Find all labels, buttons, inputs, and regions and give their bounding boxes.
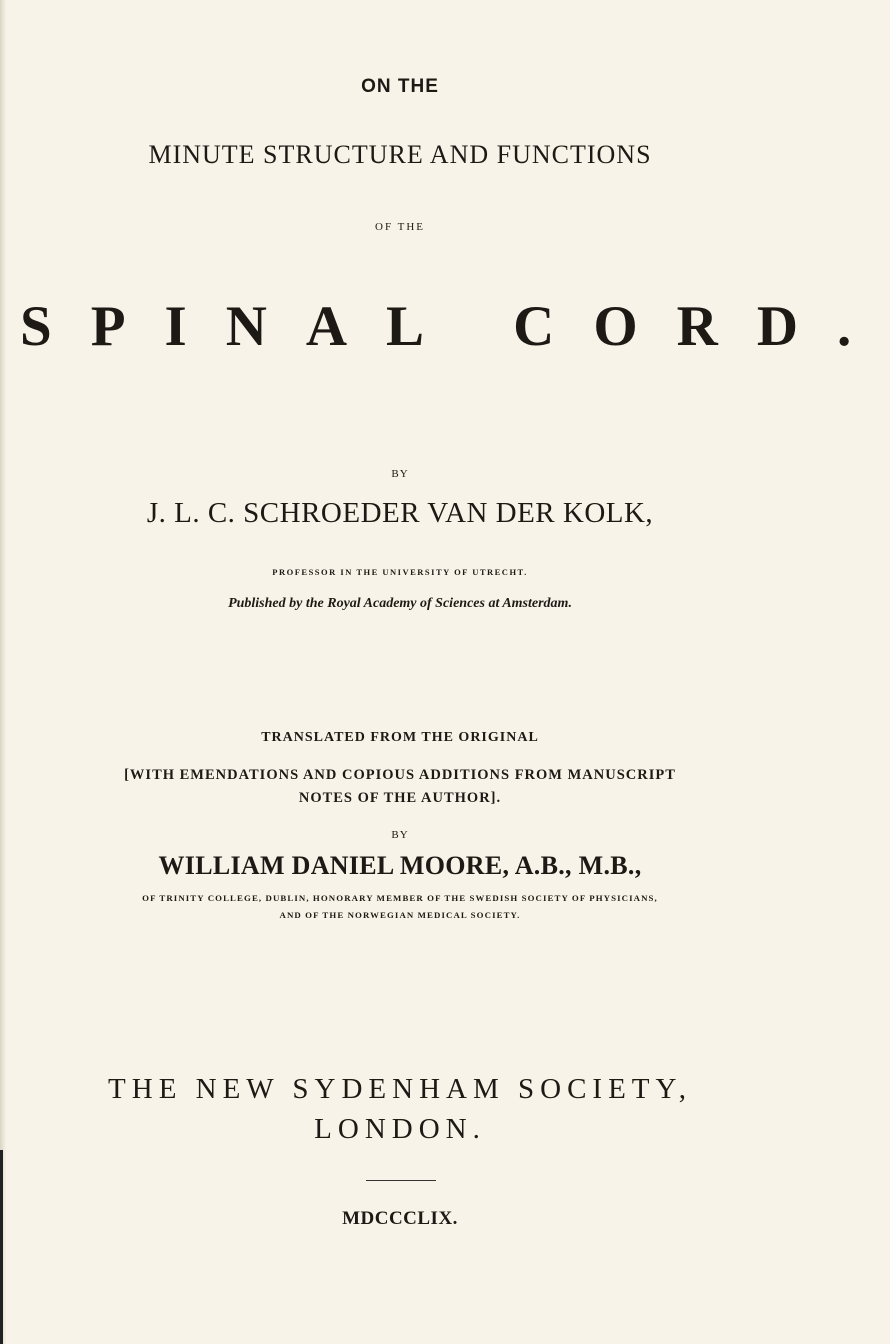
on-the-heading: ON THE	[361, 76, 439, 97]
by-label-translator: BY	[391, 829, 409, 841]
author-position: PROFESSOR IN THE UNIVERSITY OF UTRECHT.	[272, 567, 528, 577]
emendations-line-2: NOTES OF THE AUTHOR].	[298, 790, 502, 806]
translated-heading: TRANSLATED FROM THE ORIGINAL	[261, 730, 539, 745]
by-label-author: BY	[391, 468, 409, 480]
author-name: J. L. C. SCHROEDER VAN DER KOLK,	[146, 497, 654, 529]
translator-affiliation-2: AND OF THE NORWEGIAN MEDICAL SOCIETY.	[279, 910, 521, 920]
publication-year: MDCCCLIX.	[342, 1208, 458, 1229]
main-title: SPINAL CORD.	[20, 295, 890, 358]
divider-rule	[366, 1180, 436, 1181]
of-the-label: OF THE	[375, 221, 425, 233]
publisher-name: THE NEW SYDENHAM SOCIETY,	[108, 1073, 692, 1105]
publisher-city: LONDON.	[314, 1113, 486, 1145]
subtitle: MINUTE STRUCTURE AND FUNCTIONS	[148, 140, 652, 169]
emendations-line-1: [WITH EMENDATIONS AND COPIOUS ADDITIONS FROM MANUSCRIPT	[124, 767, 676, 783]
binding-edge	[0, 1150, 3, 1344]
published-note: Published by the Royal Academy of Sciences at Amsterdam.	[228, 596, 572, 611]
translator-name: WILLIAM DANIEL MOORE, A.B., M.B.,	[158, 851, 642, 880]
translator-affiliation-1: OF TRINITY COLLEGE, DUBLIN, HONORARY MEMBER OF THE SWEDISH SOCIETY OF PHYSICIANS,	[142, 893, 658, 903]
